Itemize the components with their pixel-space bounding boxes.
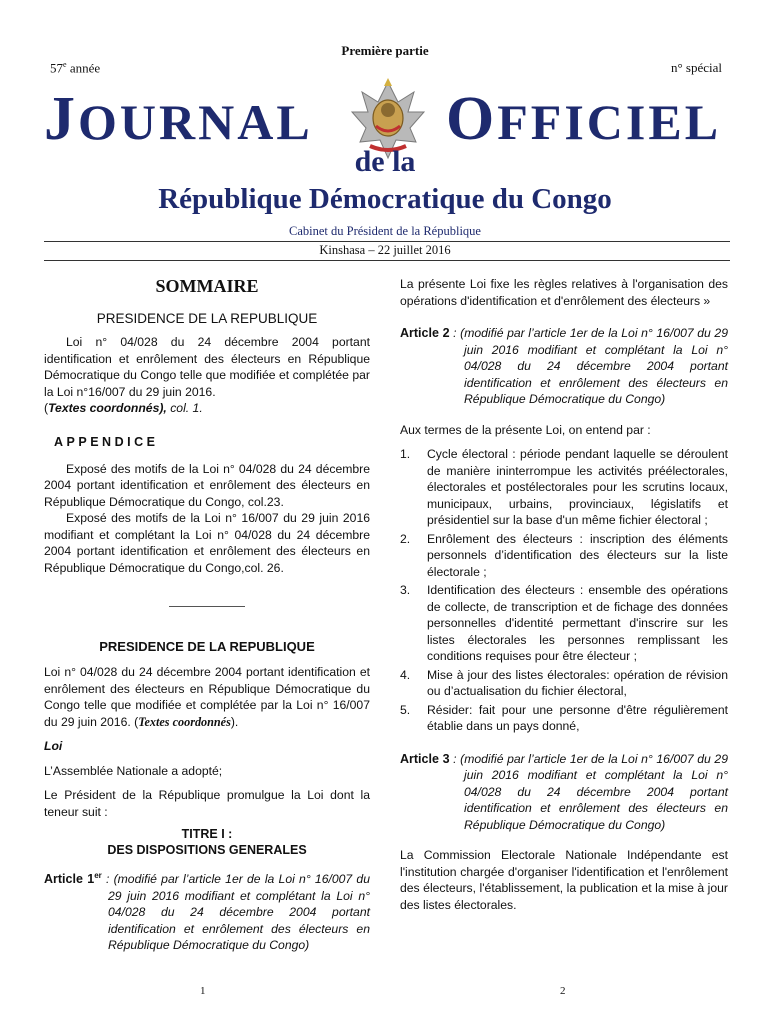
definitions-list xyxy=(400,446,728,735)
sommaire-presidence-heading: PRESIDENCE DE LA REPUBLIQUE xyxy=(96,311,318,326)
cabinet-line: Cabinet du Président de la République xyxy=(289,224,481,238)
list-item: 2. Enrôlement des électeurs : inscription des éléments personnels d’identification des électeurs sur la liste électorale ; xyxy=(400,531,728,579)
presidence-heading: PRESIDENCE DE LA REPUBLIQUE xyxy=(99,639,315,654)
titre-heading: TITRE I : DES DISPOSITIONS GENERALES xyxy=(107,827,307,857)
republic-title: République Démocratique du Congo xyxy=(158,183,612,215)
left-column xyxy=(44,270,370,954)
appendice-entry-2: Exposé des motifs de la Loi n° 16/007 du 29 juin 2016 modifiant et complétant la Loi n° 04/028 du 24 décembre 2004 portant identification et enrôlement des électeurs en République Démocratique du Congo,col. 26. xyxy=(44,511,370,575)
president-line: Le Président de la République promulgue la Loi dont la teneur suit : xyxy=(44,788,370,819)
page-number-left: 1 xyxy=(200,985,206,997)
officiel-title-word: OFFICIEL xyxy=(446,85,722,153)
section-divider xyxy=(169,606,245,607)
article-2: Article 2 : (modifié par l’article 1er de la Loi n° 16/007 du 29 juin 2016 modifiant et complétant la Loi n° 04/028 du 24 décembre 2004 portant identification et enrôlement des électeurs en République Démocratique du Congo) xyxy=(400,326,728,406)
loi-label: Loi xyxy=(44,739,63,753)
part-label: Première partie xyxy=(341,43,429,58)
sommaire-entry: Loi n° 04/028 du 24 décembre 2004 portant identification et enrôlement des électeurs en République Démocratique du Congo telle que modifiée et complétée par la Loi n°16/007 du 29 juin 2016. (Textes coordonnés), col. 1. xyxy=(44,335,370,415)
page-number-right: 2 xyxy=(560,985,566,997)
year-label: 57e année xyxy=(50,60,101,76)
masthead-rule-bottom xyxy=(44,260,730,261)
assemblee-line: L’Assemblée Nationale a adopté; xyxy=(44,763,223,778)
appendice-heading: APPENDICE xyxy=(54,434,159,449)
list-item: 5. Résider: fait pour une personne d'être régulièrement établie dans un pays donné, xyxy=(400,702,728,733)
loi-fixe-paragraph: La présente Loi fixe les règles relatives à l'organisation des opérations d'identification et d'enrôlement des électeurs » xyxy=(400,277,728,308)
appendice-entry-1: Exposé des motifs de la Loi n° 04/028 du 24 décembre 2004 portant identification et enrôlement des électeurs en République Démocratique du Congo, col.23. xyxy=(44,461,370,509)
right-column xyxy=(400,276,728,913)
aux-termes-line: Aux termes de la présente Loi, on entend par : xyxy=(400,422,651,437)
special-issue-label: n° spécial xyxy=(670,60,722,75)
article-1: Article 1er : (modifié par l’article 1er de la Loi n° 16/007 du 29 juin 2016 modifiant et complétant la Loi n° 04/028 du 24 décembre 2004 portant identification et enrôlement des électeurs en République Démocratique du Congo) xyxy=(44,871,370,953)
ceni-paragraph: La Commission Electorale Nationale Indépendante est l'institution chargée d'organiser l'identification et l'enrôlement des électeurs, l'établissement, la publication et la mise à jour des listes électorales. xyxy=(400,848,728,912)
masthead-rule-top xyxy=(44,241,730,242)
list-item: 1. Cycle électoral : période pendant laquelle se déroulent de manière ininterrompue les activités préélectorales, électorales et postélectorales pour les scrutins locaux, municipaux, urbains, provinciaux, législatifs et présidentiel sur la base d'un même fichier électoral ; xyxy=(400,447,728,527)
list-item: 4. Mise à jour des listes électorales: opération de révision ou d’actualisation du fichier électoral, xyxy=(400,667,728,698)
list-item: 3. Identification des électeurs : ensemble des opérations de collecte, de transcription et de fichage des données personnelles d'identité permettant d'inscrire sur les listes électorales les personnes remplissant les conditions requises pour être électeur ; xyxy=(400,583,728,663)
place-date: Kinshasa – 22 juillet 2016 xyxy=(319,243,451,257)
sommaire-title: SOMMAIRE xyxy=(155,276,259,296)
loi-title: Loi n° 04/028 du 24 décembre 2004 portant identification et enrôlement des électeurs en République Démocratique du Congo telle que modifiée et complétée par la Loi n° 16/007 du 29 juin 2016. (Textes coordonnés). xyxy=(44,665,370,729)
article-3: Article 3 : (modifié par l’article 1er de la Loi n° 16/007 du 29 juin 2016 modifiant et complétant la Loi n° 04/028 du 24 décembre 2004 portant identification et enrôlement des électeurs en République Démocratique du Congo) xyxy=(400,751,728,832)
journal-subtitle-de-la: de la xyxy=(354,145,416,178)
journal-title-word: JOURNAL xyxy=(44,85,313,153)
